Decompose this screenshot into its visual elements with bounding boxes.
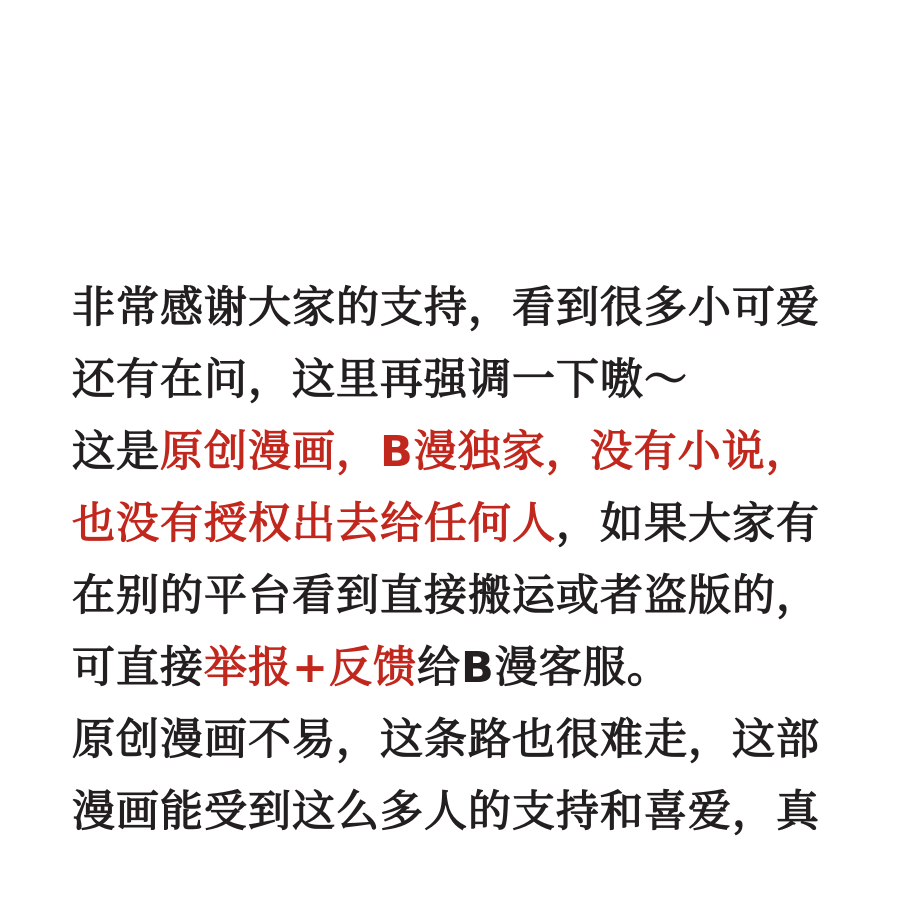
body-text: ，如果大家有 <box>556 499 820 549</box>
notice-line <box>72 632 828 704</box>
body-text: 这是 <box>72 427 160 477</box>
emphasized-text: 也没有授权出去给任何人 <box>72 499 556 549</box>
notice-line <box>72 416 828 488</box>
body-text: 可直接 <box>72 643 204 693</box>
notice-line <box>72 704 828 776</box>
notice-line <box>72 344 828 416</box>
body-text: 还有在问，这里再强调一下嗷～ <box>72 355 688 405</box>
notice-line <box>72 272 828 344</box>
body-text: 在别的平台看到直接搬运或者盗版的， <box>72 571 820 621</box>
emphasized-text: 原创漫画，B漫独家，没有小说， <box>160 427 810 477</box>
body-text: 原创漫画不易，这条路也很难走，这部 <box>72 715 820 765</box>
notice-line <box>72 776 828 848</box>
notice-text-block <box>0 272 900 848</box>
notice-line <box>72 560 828 632</box>
notice-line <box>72 488 828 560</box>
emphasized-text: 举报+反馈 <box>204 643 418 693</box>
body-text: 漫画能受到这么多人的支持和喜爱，真 <box>72 787 820 837</box>
body-text: 非常感谢大家的支持，看到很多小可爱 <box>72 283 820 333</box>
body-text: 给B漫客服。 <box>417 643 671 693</box>
